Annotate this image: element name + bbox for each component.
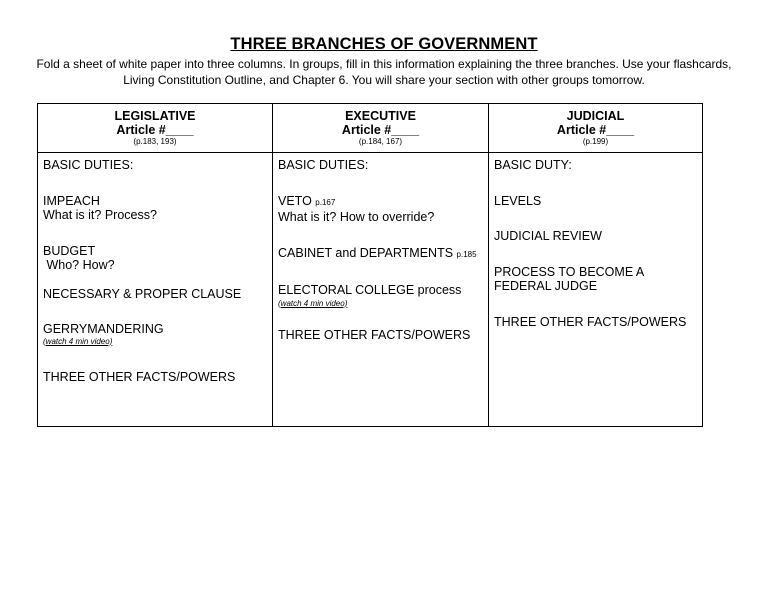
other-facts-prompt: THREE OTHER FACTS/POWERS xyxy=(494,314,687,329)
branches-table xyxy=(37,103,703,427)
necessary-proper-prompt: NECESSARY & PROPER CLAUSE xyxy=(43,286,242,301)
budget-question: Who? How? xyxy=(43,258,115,272)
cabinet-page-ref: p.185 xyxy=(456,249,477,259)
page-reference: (p.199) xyxy=(582,137,609,146)
page-reference: (p.183, 193) xyxy=(133,137,177,146)
cabinet-label: CABINET and DEPARTMENTS xyxy=(278,245,454,260)
header-legislative xyxy=(38,104,272,153)
body-judicial xyxy=(488,153,702,426)
branch-name: EXECUTIVE xyxy=(345,109,416,123)
body-executive xyxy=(272,153,488,426)
judicial-review-prompt: JUDICIAL REVIEW xyxy=(494,229,602,243)
process-prompt-line-2: FEDERAL JUDGE xyxy=(494,279,598,293)
levels-prompt: LEVELS xyxy=(494,193,542,208)
other-facts-prompt: THREE OTHER FACTS/POWERS xyxy=(278,327,471,342)
page-reference: (p.184, 167) xyxy=(358,137,403,146)
instructions xyxy=(20,57,748,88)
budget-prompt: BUDGET xyxy=(43,243,96,258)
veto-page-ref: p.167 xyxy=(315,197,336,207)
veto-label: VETO xyxy=(278,193,312,208)
basic-duties-prompt: BASIC DUTIES: xyxy=(278,158,369,172)
instructions-line-1: Fold a sheet of white paper into three columns. In groups, fill in this information explaining the three branches. Use your flashcards, xyxy=(36,57,732,71)
cabinet-prompt xyxy=(278,246,483,263)
electoral-college-prompt: ELECTORAL COLLEGE process xyxy=(278,283,462,297)
body-legislative xyxy=(38,153,272,426)
basic-duties-prompt: BASIC DUTIES: xyxy=(43,158,134,172)
process-prompt-line-1: PROCESS TO BECOME A xyxy=(494,264,645,279)
branch-name: LEGISLATIVE xyxy=(114,109,196,123)
page-title: THREE BRANCHES OF GOVERNMENT xyxy=(230,35,538,53)
branch-name: JUDICIAL xyxy=(566,109,625,123)
gerrymandering-prompt: GERRYMANDERING xyxy=(43,322,164,336)
veto-prompt xyxy=(278,194,483,211)
header-executive xyxy=(272,104,488,153)
impeach-prompt: IMPEACH xyxy=(43,193,100,208)
veto-question: What is it? How to override? xyxy=(278,210,435,224)
other-facts-prompt: THREE OTHER FACTS/POWERS xyxy=(43,369,236,384)
basic-duty-prompt: BASIC DUTY: xyxy=(494,158,572,172)
article-blank: Article #____ xyxy=(556,123,635,137)
header-judicial xyxy=(488,104,702,153)
article-blank: Article #____ xyxy=(341,123,420,137)
article-blank: Article #____ xyxy=(116,123,194,137)
impeach-question: What is it? Process? xyxy=(43,208,157,222)
video-note: (watch 4 min video) xyxy=(43,336,113,346)
video-note: (watch 4 min video) xyxy=(278,298,348,308)
instructions-line-2: Living Constitution Outline, and Chapter 6. You will share your section with other groups tomorrow. xyxy=(123,72,645,87)
